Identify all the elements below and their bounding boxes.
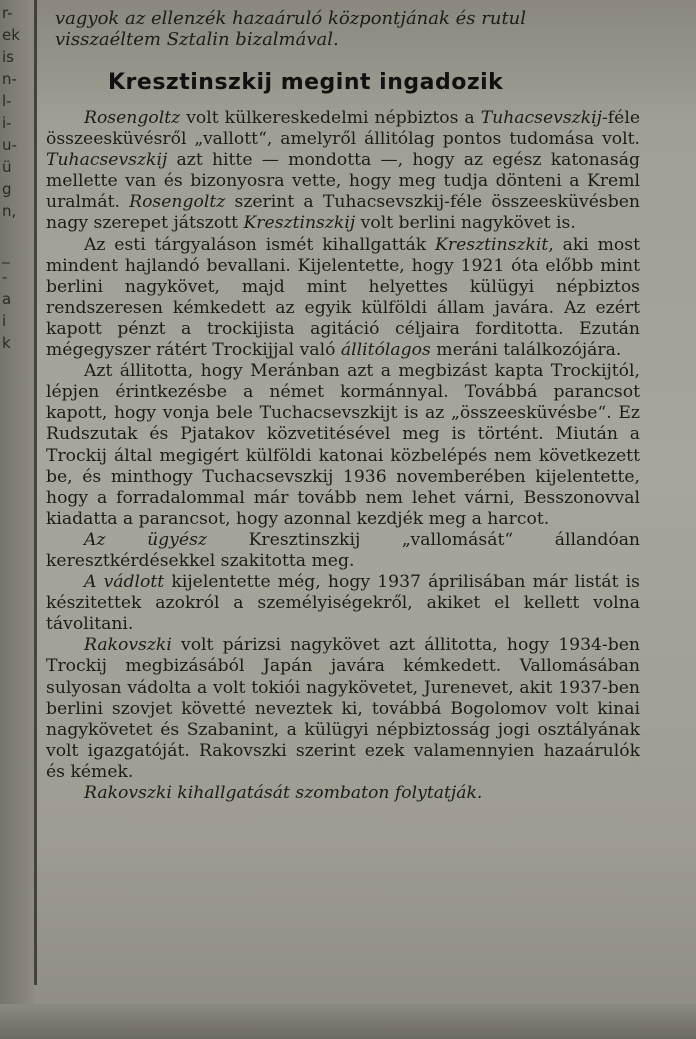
column-rule bbox=[34, 0, 37, 985]
emphasized-text: Kresztinszkij bbox=[243, 213, 356, 234]
article-body bbox=[46, 108, 640, 804]
emphasized-text: Kresztinszkit bbox=[435, 234, 549, 255]
emphasized-text: A vádlott bbox=[84, 572, 165, 593]
emphasized-text: Az ügyész bbox=[84, 529, 207, 550]
article-paragraph bbox=[46, 635, 640, 783]
paragraph-text: azt hitte — mondotta —, hogy az egész katonaság mellette van és bizonyosra vette, hogy meg tudja dönteni a Kreml uralmát. bbox=[46, 150, 640, 213]
left-fragment: k bbox=[2, 334, 11, 352]
left-fragment: _ bbox=[2, 246, 10, 264]
emphasized-text: állitólagos bbox=[340, 340, 431, 361]
emphasized-text: Rakovszki bbox=[84, 635, 172, 656]
left-fragment: l- bbox=[2, 92, 12, 110]
left-fragment: g bbox=[2, 180, 12, 198]
left-fragment: ü bbox=[2, 158, 12, 176]
left-fragment: i bbox=[2, 312, 7, 330]
adjacent-column-fragment bbox=[0, 0, 34, 1039]
paragraph-text: volt berlini nagykövet is. bbox=[355, 213, 576, 234]
article-column bbox=[46, 0, 641, 1039]
left-fragment: u- bbox=[2, 136, 17, 154]
top-line-2: visszaéltem Sztalin bizalmával. bbox=[55, 29, 339, 50]
paragraph-text: volt külkereskedelmi népbiztos a bbox=[180, 108, 481, 128]
article-paragraph bbox=[46, 235, 640, 362]
paragraph-text: szerint a Tuhacsevszkij-féle összeesküvésben nagy szerepet játszott bbox=[46, 192, 640, 234]
left-fragment: n, bbox=[2, 202, 17, 220]
paragraph-text: Azt állitotta, hogy Meránban azt a megbizást kapta Trockijtól, lépjen érintkezésbe a német kormánnyal. Továbbá parancsot kapott, hogy vonja bele Tuchacsevszkijt is az „összeesküvésbe“. Ez Rudszutak és Pjatakov közvetitésével meg is történt. Miután a Trockij által megigért külföldi katonai közbelépés nem következett be, és minthogy Tuchacsevszkij 1936 novemberében kijelentette, hogy a forradalommal már tovább nem lehet várni, Besszonovval kiadatta a parancsot, hogy azonnal kezdjék meg a harcot. bbox=[46, 361, 640, 529]
closing-line bbox=[46, 783, 640, 804]
emphasized-text: Rosengoltz bbox=[129, 192, 226, 213]
left-fragment: a bbox=[2, 290, 12, 308]
top-line-1: vagyok az ellenzék hazaáruló központjának és rutul bbox=[55, 8, 527, 29]
left-fragment: is bbox=[2, 48, 14, 66]
article-headline: Kresztinszkij megint ingadozik bbox=[108, 70, 504, 95]
left-fragment: ek bbox=[2, 26, 20, 44]
paragraph-text: kijelentette még, hogy 1937 áprilisában már listát is készitettek azokról a személyiségekről, akiket el kellett volna távolitani. bbox=[46, 572, 640, 635]
paragraph-text: , aki most mindent hajlandó bevallani. Kijelentette, hogy 1921 óta előbb mint berlini nagykövet, majd mint helyettes külügyi népbiztos rendszeresen kémkedett az egyik külföldi állam javára. Az ezért kapott pénzt a trockijista agitáció céljaira forditotta. Ezután mégegyszer rátért Trockijjal való bbox=[46, 234, 640, 361]
paragraph-text: volt párizsi nagykövet azt állitotta, hogy 1934-ben Trockij megbizásából Japán javára kémkedett. Vallomásában sulyosan vádolta a volt tokiói nagykövetet, Jurenevet, akit 1937-ben berlini szovjet követté neveztek ki, továbbá Bogolomov volt kinai nagykövetet és Szabanint, a külügyi népbiztosság jogi osztályának volt igazgatóját. Rakovszki szerint ezek valamennyien hazaárulók és kémek. bbox=[46, 635, 640, 782]
left-fragment: i- bbox=[2, 114, 12, 132]
paragraph-text: Kresztinszkij „vallomását“ állandóan keresztkérdésekkel szakitotta meg. bbox=[46, 529, 641, 571]
paragraph-text: -féle összeesküvésről „vallott“, amelyről állitólag pontos tudomása volt. bbox=[46, 108, 640, 150]
article-paragraph bbox=[46, 530, 640, 572]
article-paragraph bbox=[46, 572, 640, 635]
emphasized-text: Tuhacsevszkij bbox=[480, 108, 602, 128]
emphasized-text: Tuhacsevszkij bbox=[46, 150, 168, 171]
left-fragment: - bbox=[2, 268, 8, 286]
emphasized-text: Rosengoltz bbox=[84, 108, 181, 128]
previous-paragraph-tail bbox=[55, 8, 640, 50]
page-fold bbox=[0, 1004, 696, 1039]
left-fragment: r- bbox=[2, 4, 13, 22]
emphasized-text: Rakovszki kihallgatását szombaton folytatják. bbox=[84, 783, 483, 803]
article-paragraph bbox=[46, 108, 640, 235]
article-paragraph bbox=[46, 361, 640, 530]
paragraph-text: Az esti tárgyaláson ismét kihallgatták bbox=[84, 234, 436, 255]
left-fragment: n- bbox=[2, 70, 17, 88]
paragraph-text: meráni találkozójára. bbox=[430, 340, 622, 361]
